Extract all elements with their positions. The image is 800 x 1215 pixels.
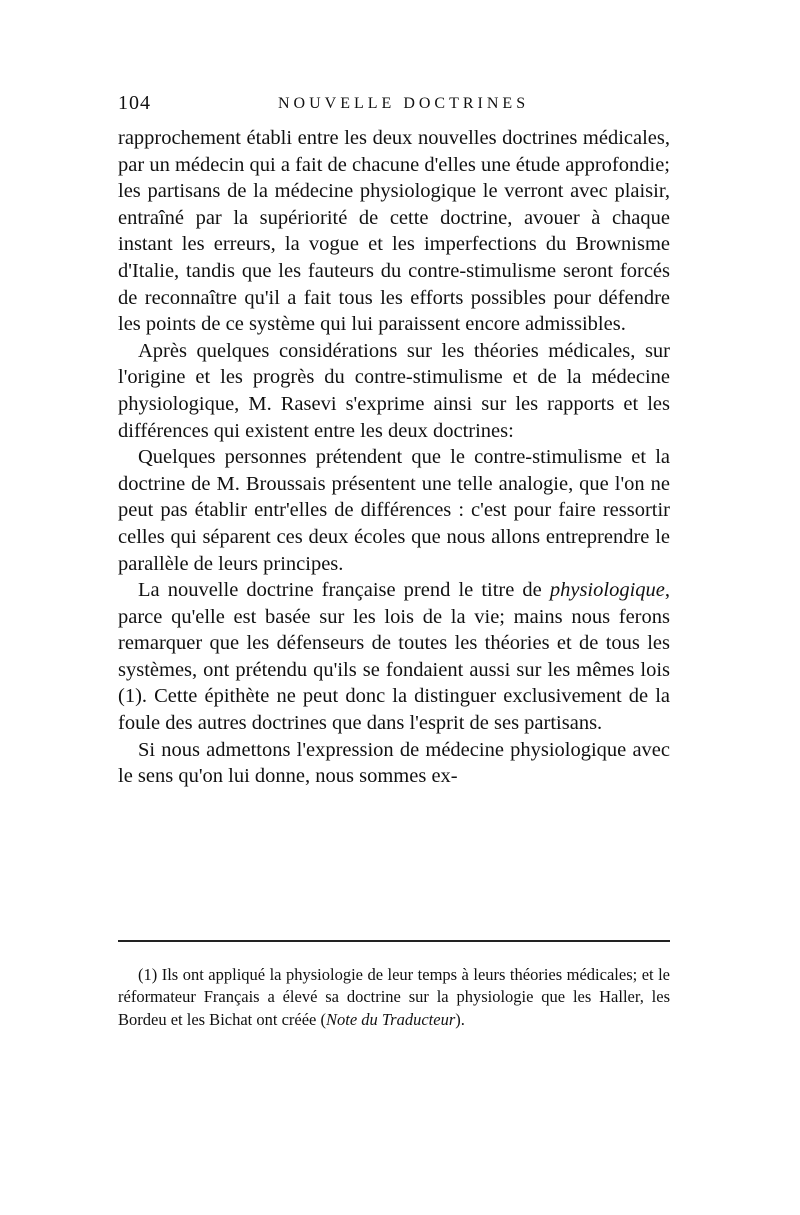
body-text (118, 125, 670, 790)
page-number: 104 (118, 92, 151, 114)
footnote-rule (118, 940, 670, 942)
paragraph-1: rapprochement établi entre les deux nouvelles doctrines médicales, par un médecin qui a fait de chacune d'elles une étude approfondie; les partisans de la médecine physiologique le verront avec plaisir, entraîné par la supériorité de cette doctrine, avouer à chaque instant les erreurs, la vogue et les imperfections du Brownisme d'Italie, tandis que les fauteurs du contre-stimulisme seront forcés de reconnaître qu'il a fait tous les efforts possibles pour défendre les points de ce système qui lui paraissent encore admissibles. (118, 127, 670, 336)
paragraph-4-italic: physiologique (549, 579, 665, 602)
footnote-italic: Note du Traducteur (326, 1009, 456, 1029)
page-header (118, 92, 670, 122)
paragraph-2: Après quelques considérations sur les théories médicales, sur l'origine et les progrès du contre-stimulisme et de la médecine physiologique, M. Rasevi s'exprime ainsi sur les rapports et les différences qui existent entre les deux doctrines: (118, 339, 670, 442)
footnote (118, 964, 670, 1031)
footnote-body: (1) Ils ont appliqué la physiologie de leur temps à leurs théories médicales; et le réformateur Français a élevé sa doctrine sur la physiologie que les Haller, les Bordeu et les Bichat ont créée ( (118, 965, 670, 1029)
paragraph-4 (118, 577, 670, 737)
footnote-text (118, 964, 670, 1031)
paragraph-5: Si nous admettons l'expression de médecine physiologique avec le sens qu'on lui donne, nous sommes ex- (118, 738, 670, 788)
footnote-end: ). (455, 1009, 465, 1029)
paragraph-4-start: La nouvelle doctrine française prend le titre de (138, 579, 550, 602)
paragraph-4-end: , parce qu'elle est basée sur les lois de la vie; mains nous ferons remarquer que les défenseurs de toutes les théories et de tous les systèmes, ont prétendu qu'ils se fondaient aussi sur les mêmes lois (1). Cette épithète ne peut donc la distinguer exclusivement de la foule des autres doctrines que dans l'esprit de ses partisans. (118, 579, 670, 735)
running-head: NOUVELLE DOCTRINES (278, 95, 530, 112)
paragraph-3: Quelques personnes prétendent que le contre-stimulisme et la doctrine de M. Broussais présentent une telle analogie, que l'on ne peut pas établir entr'elles de différences : c'est pour faire ressortir celles qui séparent ces deux écoles que nous allons entreprendre le parallèle de leurs principes. (118, 446, 670, 575)
